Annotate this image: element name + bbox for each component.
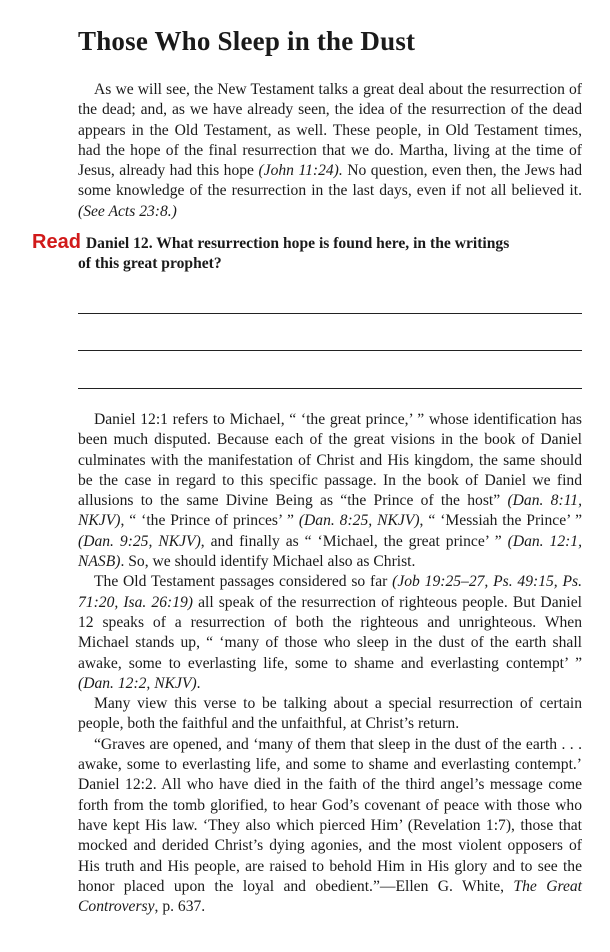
- commentary-paragraph-2: [78, 572, 582, 694]
- commentary-section: [78, 410, 582, 917]
- commentary-1-text-c: , “ ‘Messiah the Prince’ ”: [419, 512, 583, 530]
- commentary-1-text-a: Daniel 12:1 refers to Michael, “ ‘the great prince,’ ” whose identification has been much disputed. Because each of the great visions in the book of Daniel culminates with the manifestation of Christ and His kingdom, the same should be the case in regard to this specific passage. In the book of Daniel we find allusions to the same Divine Being as “the Prince of the host”: [78, 411, 582, 510]
- read-label: Read: [32, 231, 81, 253]
- quote-page-ref: , p. 637.: [154, 898, 206, 916]
- reference-dan-8-25: (Dan. 8:25, NKJV): [298, 512, 420, 530]
- intro-paragraph: [78, 80, 582, 222]
- answer-line-1[interactable]: [78, 313, 582, 314]
- reference-dan-9-25: (Dan. 9:25, NKJV): [78, 532, 201, 550]
- intro-text-1: As we will see, the New Testament talks a great deal about the resurrection of the dead; and, as we have already seen, the idea of the resurrection of the dead appears in the Old Testament, as well. These people, in Old Testament times, had the hope of the final resurrection that we do. Martha, living at the time of Jesus, already had this hope: [78, 81, 582, 180]
- read-question-line-1: Daniel 12. What resurrection hope is found here, in the writings: [85, 235, 510, 252]
- commentary-2-text-a: The Old Testament passages considered so far: [94, 573, 393, 591]
- commentary-1-text-d: , and finally as “ ‘Michael, the great prince’ ”: [200, 532, 508, 550]
- intro-reference-acts: (See Acts 23:8.): [78, 202, 177, 220]
- commentary-3-text: Many view this verse to be talking about a special resurrection of certain people, both the faithful and the unfaithful, at Christ’s return.: [78, 695, 582, 733]
- commentary-1-text-e: . So, we should identify Michael also as Christ.: [120, 553, 416, 571]
- read-question-line-2: of this great prophet?: [78, 255, 222, 273]
- quote-book-title: The Great Controversy: [78, 877, 583, 916]
- commentary-2-text-c: .: [196, 674, 201, 692]
- quote-text: “Graves are opened, and ‘many of them that sleep in the dust of the earth . . . awake, some to everlasting life, and some to shame and everlasting contempt.’ Daniel 12:2. All who have died in the faith of the third angel’s message come forth from the tomb glorified, to hear God’s covenant of peace with those who have kept His law. ‘They also which pierced Him’ (Revelation 1:7), those that mocked and derided Christ’s dying agonies, and the most violent opposers of His truth and His people, are raised to behold Him in His glory and to see the honor placed upon the loyal and obedient.”—Ellen G. White,: [78, 735, 582, 895]
- read-question: [32, 232, 582, 275]
- intro-reference-john: (John 11:24).: [258, 162, 343, 180]
- commentary-paragraph-3: [78, 694, 582, 735]
- answer-line-2[interactable]: [78, 350, 582, 351]
- reference-job-ps-isa: (Job 19:25–27, Ps. 49:15, Ps. 71:20, Isa. 26:19): [78, 573, 583, 611]
- answer-line-3[interactable]: [78, 388, 582, 389]
- page-title: Those Who Sleep in the Dust: [78, 26, 416, 56]
- intro-text-2: No question, even then, the Jews had some knowledge of the resurrection in the last days, even if not all believed it.: [78, 162, 583, 200]
- commentary-paragraph-1: [78, 410, 582, 572]
- reference-dan-12-2: (Dan. 12:2, NKJV): [78, 674, 197, 692]
- quote-paragraph: [78, 735, 582, 918]
- reference-dan-8-11: (Dan. 8:11, NKJV): [78, 492, 582, 530]
- commentary-2-text-b: all speak of the resurrection of righteous people. But Daniel 12 speaks of a resurrection of both the righteous and unrighteous. When Michael stands up, “ ‘many of those who sleep in the dust of the earth shall awake, some to everlasting life, some to shame and everlasting contempt’ ”: [78, 593, 582, 672]
- reference-dan-12-1: (Dan. 12:1, NASB): [78, 532, 583, 571]
- commentary-1-text-b: , “ ‘the Prince of princes’ ”: [120, 512, 299, 530]
